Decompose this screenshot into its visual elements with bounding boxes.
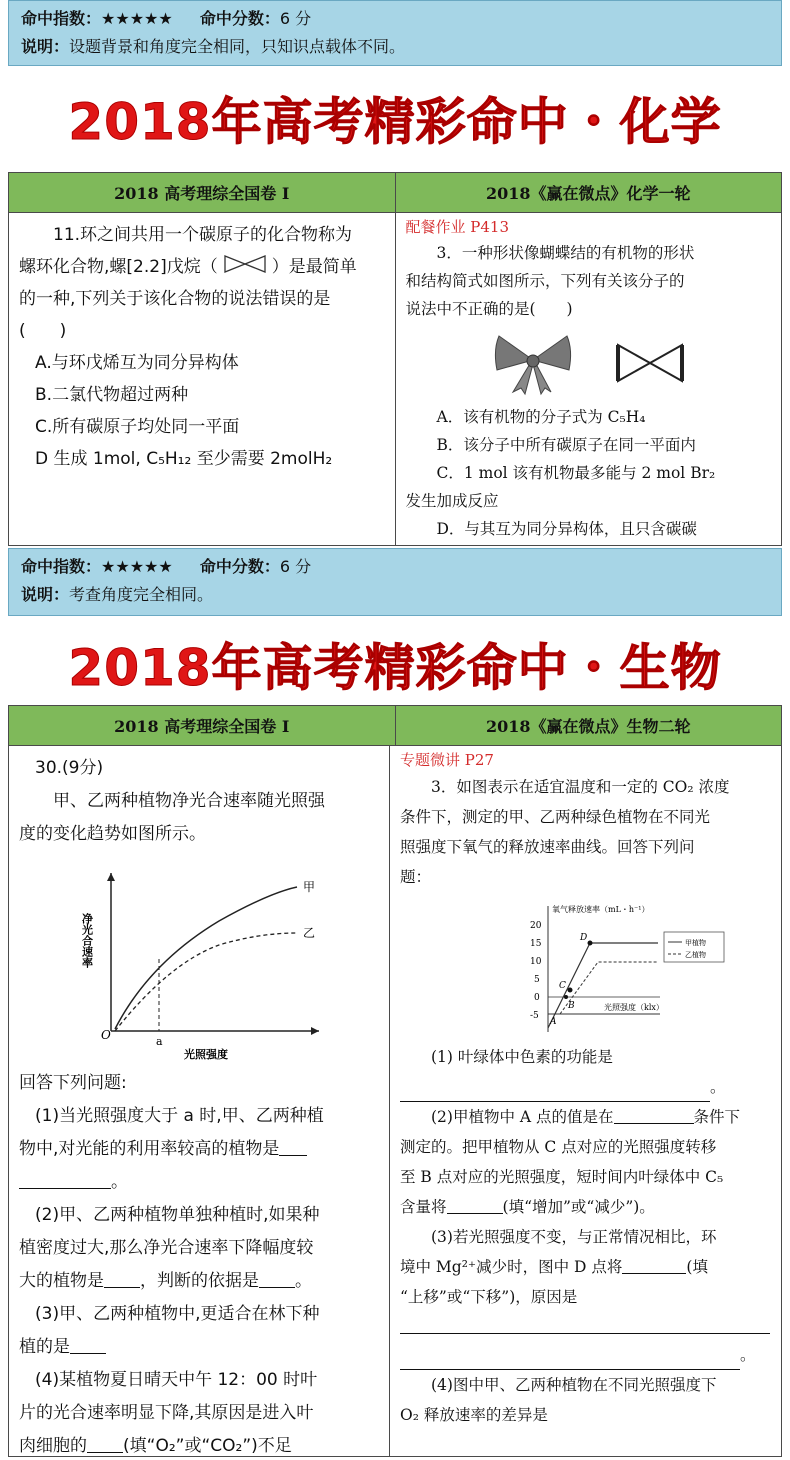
bio-left-text: (填“O₂”或“CO₂”)不足 [123, 1436, 292, 1456]
bio-right-line [400, 1072, 780, 1102]
bio-left-line: 片的光合速率明显下降,其原因是进入叶 [19, 1403, 314, 1423]
label-a: A [550, 1017, 557, 1027]
chem-right-option-a: A．该有机物的分子式为 C₅H₄ [436, 408, 646, 426]
banner-chemistry: 2018年高考精彩命中・化学 [68, 93, 722, 151]
chem-option-d: D 生成 1mol, C₅H₁₂ 至少需要 2molH₂ [35, 449, 333, 469]
point-b-mark [564, 995, 568, 999]
graph-label-yi: 乙 [303, 926, 316, 940]
bio-right-text: 境中 Mg²⁺减少时，图中 D 点将 [400, 1258, 623, 1276]
bio-right-line [400, 1340, 780, 1370]
bow-ribbon-icon [491, 330, 575, 396]
chem-left-line: 的一种,下列关于该化合物的说法错误的是 [19, 289, 331, 309]
chem-desc-label: 说明： [21, 585, 70, 604]
label-d: D [580, 933, 588, 943]
answer-blank[interactable] [87, 1436, 123, 1453]
hit-stars: ★★★★★ [101, 9, 173, 28]
graph-tick-a: a [156, 1035, 163, 1048]
bio-right-line [400, 1102, 780, 1132]
chem-info-box [8, 548, 782, 616]
chem-left-line: 11.环之间共用一个碳原子的化合物称为 [53, 225, 353, 245]
answer-line[interactable] [400, 1348, 740, 1370]
curve-jia [115, 887, 297, 1029]
hit-index-label: 命中指数： [21, 9, 102, 28]
point-d [588, 941, 593, 946]
bio-left-line [19, 1430, 379, 1460]
bio-left-line: (1)当光照强度大于 a 时,甲、乙两种植 [35, 1106, 324, 1126]
bio-right-text: 含量将 [400, 1198, 447, 1216]
legend-yi: 乙植物 [685, 951, 706, 959]
chem-option-b: B.二氯代物超过两种 [35, 385, 189, 405]
chem-desc-text: 考查角度完全相同。 [69, 585, 214, 604]
label-c: C [559, 981, 566, 991]
chem-left-question [9, 213, 396, 545]
bio-left-question [9, 746, 390, 1456]
ytick-15: 15 [530, 939, 542, 949]
bio-right-text: 条件下 [693, 1108, 741, 1126]
answer-blank[interactable] [259, 1271, 295, 1288]
spiropentane-icon [222, 254, 268, 274]
bio-left-line [19, 1331, 379, 1364]
bio-left-line: 回答下列问题: [19, 1073, 127, 1093]
bio-right-text: (填 [686, 1258, 708, 1276]
chem-right-ref: 配餐作业 P413 [405, 218, 509, 236]
bio-left-text: 。 [111, 1172, 128, 1192]
answer-line[interactable] [400, 1312, 770, 1334]
hit-score: 6 分 [279, 9, 312, 28]
bio-right-line [400, 1192, 780, 1222]
chem-right-option-c-cont: 发生加成反应 [405, 492, 499, 510]
chem-right-option-c: C．1 mol 该有机物最多能与 2 mol Br₂ [436, 464, 716, 482]
bio-right-line: (1) 叶绿体中色素的功能是 [431, 1048, 613, 1066]
bio-right-line: 条件下，测定的甲、乙两种绿色植物在不同光 [400, 808, 711, 826]
point-c [568, 988, 573, 993]
bio-right-line: “上移”或“下移”)，原因是 [400, 1288, 578, 1306]
chem-right-question [396, 213, 782, 545]
answer-blank[interactable] [614, 1109, 694, 1125]
biology-table [8, 705, 782, 1457]
chem-hit-score: 6 分 [279, 557, 312, 576]
curve-yi [115, 933, 297, 1031]
net-photosynthesis-graph [19, 853, 379, 1063]
biology-table-header [9, 706, 781, 746]
bio-head-right: 2018《赢在微点》生物二轮 [485, 717, 691, 736]
ytick-10: 10 [530, 957, 542, 967]
bio-left-line: 度的变化趋势如图所示。 [19, 824, 206, 844]
ytick-neg5: -5 [530, 1011, 539, 1021]
bio-right-question [390, 746, 790, 1456]
bio-right-line [400, 1252, 780, 1282]
bio-right-line: O₂ 释放速率的差异是 [400, 1406, 548, 1424]
ytick-20: 20 [530, 921, 542, 931]
top-info-box [8, 0, 782, 66]
chem-left-line [19, 251, 385, 283]
chem-right-line: 3．一种形状像蝴蝶结的有机物的形状 [436, 244, 695, 262]
hit-index-row [21, 5, 769, 33]
chem-hit-stars: ★★★★★ [101, 557, 173, 576]
chem-left-line: ( ) [19, 321, 67, 341]
desc-text: 设题背景和角度完全相同，只知识点载体不同。 [69, 37, 406, 56]
bio-left-line [19, 1265, 379, 1298]
answer-blank[interactable] [19, 1172, 111, 1189]
chem-option-c: C.所有碳原子均处同一平面 [35, 417, 240, 437]
graph-label-jia: 甲 [303, 880, 316, 894]
answer-blank[interactable] [279, 1139, 307, 1156]
chem-hit-index-row [21, 553, 769, 581]
bio-right-text: (填“增加”或“减少”)。 [502, 1198, 655, 1216]
answer-line[interactable] [400, 1080, 710, 1102]
chart-xlabel: 光照强度（klx） [604, 1003, 664, 1012]
chem-hit-index-label: 命中指数： [21, 557, 102, 576]
answer-blank[interactable] [447, 1199, 503, 1215]
oxygen-release-chart [400, 892, 780, 1042]
bio-left-line: (4)某植物夏日晴天中午 12：00 时叶 [35, 1370, 318, 1390]
bio-left-line: (3)甲、乙两种植物中,更适合在林下种 [35, 1304, 320, 1324]
chem-hit-score-label: 命中分数： [199, 557, 280, 576]
chemistry-table [8, 172, 782, 546]
bio-left-line: 植密度过大,那么净光合速率下降幅度较 [19, 1238, 314, 1258]
bio-right-line: 题： [400, 868, 432, 886]
chem-head-right: 2018《赢在微点》化学一轮 [485, 184, 691, 203]
bio-left-text: 植的是 [19, 1337, 70, 1357]
bio-left-text: 。 [295, 1271, 312, 1291]
chem-desc-row [21, 581, 769, 609]
graph-ylabel: 净光合速率 [80, 913, 94, 968]
bio-left-line: (2)甲、乙两种植物单独种植时,如果种 [35, 1205, 320, 1225]
bio-right-text: 。 [740, 1346, 756, 1364]
graph-xlabel: 光照强度 [184, 1048, 228, 1061]
answer-blank[interactable] [622, 1259, 686, 1275]
ytick-0: 0 [534, 993, 540, 1003]
bio-right-text: (2)甲植物中 A 点的值是在 [431, 1108, 614, 1126]
chem-head-left: 2018 高考理综全国卷 I [9, 173, 396, 212]
bio-left-text: 肉细胞的 [19, 1436, 87, 1456]
bio-head-left: 2018 高考理综全国卷 I [9, 706, 396, 745]
bio-left-text: ，判断的依据是 [140, 1271, 259, 1291]
chart-ylabel: 氧气释放速率（mL・h⁻¹） [552, 905, 650, 914]
bow-figure [406, 323, 772, 403]
graph-origin: O [101, 1028, 111, 1042]
chem-right-line: 说法中不正确的是( ) [405, 300, 573, 318]
ytick-5: 5 [534, 975, 540, 985]
chem-right-line: 和结构简式如图所示，下列有关该分子的 [405, 272, 685, 290]
bio-right-line: 测定的。把甲植物从 C 点对应的光照强度转移 [400, 1138, 717, 1156]
bio-right-text: 。 [710, 1078, 726, 1096]
chem-left-text: 螺环化合物,螺[2.2]戊烷（ [19, 257, 218, 277]
chem-option-a: A.与环戊烯互为同分异构体 [35, 353, 239, 373]
chem-right-option-d: D．与其互为同分异构体，且只含碳碳 [436, 520, 697, 538]
desc-row [21, 33, 769, 61]
bio-left-line: 30.(9分) [35, 758, 104, 778]
hit-score-label: 命中分数： [199, 9, 280, 28]
bio-left-text: 物中,对光能的利用率较高的植物是 [19, 1139, 280, 1159]
desc-label: 说明： [21, 37, 70, 56]
bio-right-line: (4)图中甲、乙两种植物在不同光照强度下 [431, 1376, 717, 1394]
bio-right-line: 至 B 点对应的光照强度，短时间内叶绿体中 C₅ [400, 1168, 724, 1186]
bio-right-line: 3．如图表示在适宜温度和一定的 CO₂ 浓度 [431, 778, 730, 796]
chem-left-text: ）是最简单 [271, 257, 357, 277]
bowtie-structure-icon [615, 342, 685, 384]
legend-jia: 甲植物 [685, 939, 706, 947]
bio-right-ref: 专题微讲 P27 [400, 751, 494, 769]
answer-blank[interactable] [70, 1337, 106, 1354]
bio-left-line [19, 1133, 379, 1166]
label-b: B [568, 1001, 575, 1011]
banner-biology: 2018年高考精彩命中・生物 [68, 639, 722, 697]
bio-right-line: 照强度下氧气的释放速率曲线。回答下列问 [400, 838, 695, 856]
bio-left-line: 甲、乙两种植物净光合速率随光照强 [53, 791, 325, 811]
bio-right-line: (3)若光照强度不变，与正常情况相比，环 [431, 1228, 717, 1246]
chem-right-option-b: B．该分子中所有碳原子在同一平面内 [436, 436, 696, 454]
bio-left-line [19, 1166, 379, 1199]
chemistry-table-header [9, 173, 781, 213]
answer-blank[interactable] [104, 1271, 140, 1288]
bio-left-text: 大的植物是 [19, 1271, 104, 1291]
